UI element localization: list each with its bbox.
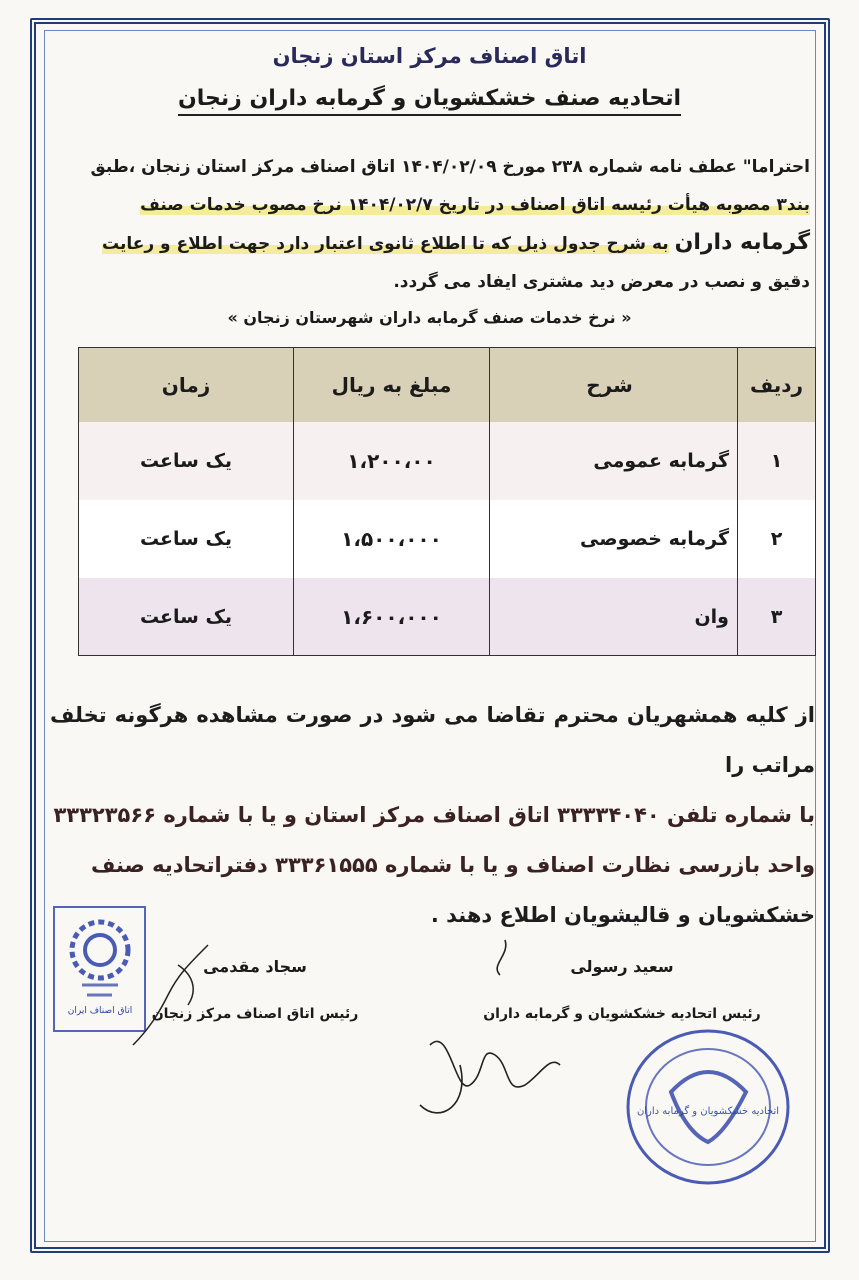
chamber-head-signature: [150, 957, 360, 1022]
notice-line-1: از کلیه همشهریان محترم تقاضا می شود در صورت مشاهده هرگونه تخلف مراتب را: [50, 703, 815, 777]
union-head-role: رئیس اتحادیه خشکشویان و گرمابه داران: [483, 1006, 761, 1022]
union-seal-text: اتحادیه خشکشویان و گرمابه داران: [636, 1106, 780, 1117]
row-no: ۱: [737, 422, 815, 500]
intro-guild-name: گرمابه داران: [674, 230, 810, 255]
row-desc: وان: [489, 578, 737, 655]
table-row: [79, 500, 815, 579]
notice-line-4: خشکشویان و قالیشویان اطلاع دهند .: [430, 903, 815, 927]
table-title: « نرخ خدمات صنف گرمابه داران شهرستان زنجان »: [227, 308, 632, 327]
union-title: اتحادیه صنف خشکشویان و گرمابه داران زنجان: [178, 86, 681, 116]
rates-table: [78, 347, 816, 656]
row-amount: ۱،۶۰۰،۰۰۰: [293, 578, 489, 655]
row-amount: ۱،۲۰۰،۰۰: [293, 422, 489, 500]
table-header-row: [79, 348, 815, 423]
intro-line-2-text: بند۳ مصوبه هیأت رئیسه اتاق اصناف در تاریخ ۱۴۰۴/۰۲/۷ نرخ مصوب خدمات صنف: [140, 195, 810, 215]
notice-line-3: واحد بازرسی نظارت اصناف و یا با شماره ۳۳۳۶۱۵۵۵ دفتراتحادیه صنف: [90, 853, 815, 877]
table-row: [79, 578, 815, 655]
notice-paragraph: [50, 690, 815, 940]
row-desc: گرمابه خصوصی: [489, 500, 737, 578]
chamber-seal-text: اتاق اصناف ایران: [67, 1006, 133, 1016]
header-amount: مبلغ به ریال: [293, 348, 489, 422]
intro-line-2: [70, 186, 810, 224]
row-time: یک ساعت: [139, 605, 233, 628]
header-no: ردیف: [737, 348, 815, 422]
intro-paragraph: [70, 148, 810, 301]
notice-line-2: با شماره تلفن ۳۳۳۳۴۰۴۰ اتاق اصناف مرکز استان و یا با شماره ۳۳۳۲۳۵۶۶: [53, 803, 815, 827]
row-time: یک ساعت: [139, 450, 233, 472]
chamber-title: اتاق اصناف مرکز استان زنجان: [272, 44, 587, 68]
intro-line-1: احتراما" عطف نامه شماره ۲۳۸ مورخ ۱۴۰۴/۰۲/۰۹ اتاق اصناف مرکز استان زنجان ،طبق: [90, 157, 810, 177]
header-desc: شرح: [489, 348, 737, 422]
intro-line-3-text: به شرح جدول ذیل که تا اطلاع ثانوی اعتبار دارد جهت اطلاع و رعایت: [101, 234, 669, 254]
row-desc: گرمابه عمومی: [489, 422, 737, 500]
row-amount: ۱،۵۰۰،۰۰۰: [293, 500, 489, 578]
header-time: زمان: [161, 373, 211, 397]
row-no: ۲: [737, 500, 815, 578]
union-head-name: سعید رسولی: [570, 957, 674, 976]
chamber-head-name: سجاد مقدمی: [203, 957, 307, 976]
union-title-wrap: [0, 86, 859, 111]
row-time: یک ساعت: [139, 528, 233, 550]
intro-line-3: [70, 224, 810, 263]
chamber-head-role: رئیس اتاق اصناف مرکز زنجان: [151, 1006, 359, 1022]
row-no: ۳: [737, 578, 815, 655]
table-row: [79, 422, 815, 501]
union-head-signature: [472, 957, 772, 1022]
intro-line-4: دقیق و نصب در معرض دید مشتری ایفاد می گردد.: [393, 272, 810, 292]
union-seal-icon: [616, 1022, 801, 1196]
